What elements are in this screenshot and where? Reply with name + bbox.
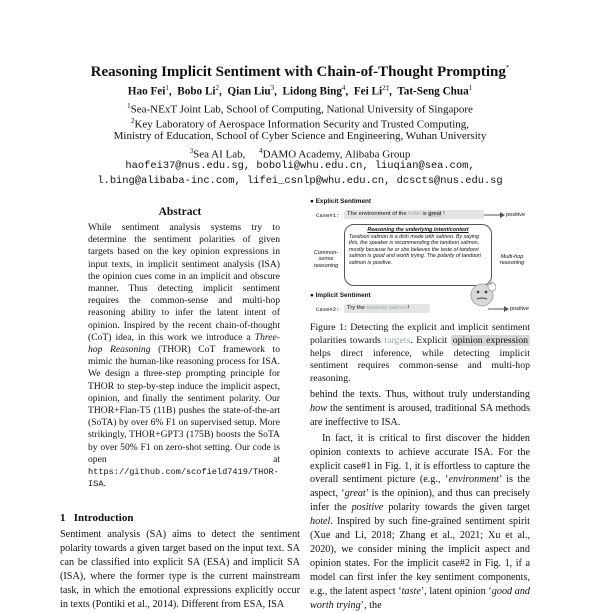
author-list: Hao Fei$^1$, Bobo Li$^2$, Qian Liu$^3$, Lidong Bing$^4$, Fei $Li^{2\ddagger}$, Tat-Seng Chua$^1$ bbox=[127, 84, 473, 98]
author: Hao Fei bbox=[127, 85, 166, 98]
paragraph bbox=[310, 388, 530, 430]
abstract-text: . bbox=[103, 478, 106, 490]
author: Tat-Seng Chua bbox=[397, 85, 469, 98]
section-heading bbox=[60, 512, 133, 524]
aff-sup: 1 bbox=[127, 102, 131, 110]
case2-arrow bbox=[486, 304, 510, 314]
commonsense-note bbox=[310, 250, 342, 269]
author: Qian Liu bbox=[227, 85, 271, 98]
caption-text: Figure 1: Detecting the explicit and implicit sentiment polarities towards bbox=[310, 322, 530, 346]
caption-opinion: opinion expression bbox=[452, 334, 528, 346]
caption-text: helps direct inference, while detecting implicit sentiment requires common-sense and multi-hop reasoning. bbox=[310, 347, 530, 385]
abstract-body bbox=[88, 222, 280, 490]
abstract-text: (THOR) CoT framework to mimic the human-like reasoning process for ISA. We design a three-step prompting principle for THOR to step-by-step induce the implicit aspect, opinion, and finally the sentiment polarity. Our THOR+Flan-T5 (11B) pushes the state-of-the-art (SoTA) by over 6% F1 on supervised setup. More strikingly, THOR+GPT3 (175B) boosts the SoTA by over 50% F1 on zero-shot setting. Our code is open at bbox=[88, 344, 280, 465]
author-sup: 3 bbox=[270, 84, 275, 92]
case1-arrow bbox=[482, 210, 506, 220]
aff-text: Sea AI Lab, bbox=[193, 148, 246, 161]
author: Fei Li bbox=[353, 85, 383, 98]
body-text: behind the texts. Thus, without truly understanding bbox=[310, 389, 530, 400]
reasoning-bubble bbox=[344, 224, 495, 287]
aff-text: Ministry of Education, School of Cyber Science and Engineering, Wuhan University bbox=[113, 130, 487, 142]
body-italic: how bbox=[310, 402, 327, 414]
aff-text: Sea-NExT Joint Lab, School of Computing, National University of Singapore bbox=[130, 103, 473, 116]
note-line: Multi-hop bbox=[500, 254, 524, 260]
code-link[interactable]: https://github.com/scofield7419/THOR-ISA bbox=[88, 467, 279, 490]
abstract-italic: Three-hop Reasoning bbox=[88, 331, 280, 356]
paragraph bbox=[310, 432, 530, 613]
aff-sup: 3 bbox=[189, 147, 194, 155]
author-sup: 1 bbox=[165, 84, 169, 92]
section-title: Introduction bbox=[73, 512, 134, 524]
abstract-text: While sentiment analysis systems try to determine the sentiment polarities of given targets based on the key opinion expressions in input texts, in implicit sentiment analysis (ISA) the opinion cues come in an implicit and obscure manner. Thus detecting implicit sentiment requires the common-sense and multi-hop reasoning ability to infer the latent intent of opinion. Inspired by the recent chain-of-thought (CoT) idea, in this work we introduce a bbox=[88, 222, 280, 343]
case1-target: hotel bbox=[408, 211, 421, 217]
case2-sentence bbox=[344, 304, 430, 313]
body-text: . Inspired by such fine-grained sentiment spirit (Xue and Li, 2018; Zhang et al., 2021; Xu et al., 2020), we consider mining the implicit aspect and opinion states. For the implicit case#2 in Fig. 1, if a model can first infer the key sentiment components, e.g., the latent aspect ‘ bbox=[310, 516, 530, 597]
section-number: 1 bbox=[60, 512, 66, 524]
note-line: sense bbox=[318, 256, 334, 263]
title-footnote-mark: * bbox=[505, 64, 510, 72]
note-line: reasoning bbox=[313, 262, 339, 269]
author-sup: 1 bbox=[468, 84, 473, 92]
abstract-heading: Abstract bbox=[158, 206, 202, 218]
figure-caption bbox=[310, 322, 530, 386]
note-line: reasoning bbox=[499, 260, 525, 267]
case2-result: positive bbox=[510, 306, 529, 312]
implicit-label-text: Implicit Sentiment bbox=[315, 292, 371, 299]
body-italic: environment bbox=[448, 474, 499, 486]
figure-1 bbox=[310, 198, 532, 318]
author: Lidong Bing bbox=[282, 85, 342, 98]
body-text: ’ is the opinion), and thus can precisely infer the bbox=[310, 488, 530, 514]
author-sup: 4 bbox=[341, 84, 346, 92]
emails-line-2: l.bing@alibaba-inc.com, lifei_csnlp@whu.edu.cn, dcscts@nus.edu.sg bbox=[97, 175, 503, 187]
case1-opinion: great bbox=[428, 211, 442, 217]
check-mark: ✓ bbox=[489, 281, 495, 287]
body-italic: great bbox=[344, 488, 366, 500]
affiliation-2-cont bbox=[0, 129, 600, 143]
case2-label: Case#2: bbox=[316, 306, 340, 313]
body-text: ’, latent opinion ‘ bbox=[420, 585, 492, 597]
body-text: ’, the bbox=[360, 599, 382, 611]
case1-text: of the bbox=[390, 211, 409, 217]
caption-targets: targets bbox=[384, 334, 411, 346]
paper-title bbox=[0, 64, 600, 81]
right-column-body bbox=[310, 388, 530, 613]
body-italic: hotel bbox=[310, 516, 331, 528]
case1-text: is bbox=[420, 211, 429, 217]
note-line: Common- bbox=[313, 250, 339, 256]
case1-label: Case#1: bbox=[316, 212, 340, 219]
body-text: polarity towards the given target bbox=[383, 502, 530, 514]
case1-text: The bbox=[347, 211, 359, 217]
case1-sentence bbox=[344, 210, 484, 219]
body-text: ’ is the aspect, ‘ bbox=[310, 474, 530, 500]
aff-text: DAMO Academy, Alibaba Group bbox=[262, 148, 411, 161]
aff-text: Key Laboratory of Aerospace Information Security and Trusted Computing, bbox=[134, 118, 470, 131]
case2-target: tandoori salmon bbox=[366, 305, 408, 311]
caption-text: . Explicit bbox=[410, 334, 451, 346]
body-text: the sentiment is aroused, traditional SA methods are ineffective to ISA. bbox=[310, 402, 530, 428]
multihop-note bbox=[494, 254, 530, 267]
bubble-text: Tandoori salmon is a dish made with salmon. By saying this, the speaker is recommending the tandoori salmon, mostly because he or she believes the taste of tandoori salmon is good and worth trying. The polarity of tandoori salmon is positive. bbox=[349, 233, 481, 266]
aff-sup: 2 bbox=[130, 117, 135, 125]
body-italic: taste bbox=[401, 585, 421, 597]
explicit-label: ● Explicit Sentiment bbox=[310, 198, 372, 205]
author: Bobo Li bbox=[177, 85, 216, 98]
body-text: In fact, it is critical to first discover the hidden opinion contexts to achieve accurate ISA. For the explicit case#1 in Fig. 1, it is effortless to capture the overall sentiment picture (e.g., ‘ bbox=[310, 432, 530, 486]
case1-text: ! bbox=[441, 211, 445, 217]
case1-result: positive bbox=[506, 212, 525, 218]
case2-text: ! bbox=[407, 305, 410, 311]
explicit-label-text: Explicit Sentiment bbox=[315, 198, 372, 205]
author-sup: 2 bbox=[215, 84, 220, 92]
bubble-title: Reasoning the underlying intent/context bbox=[367, 227, 469, 233]
body-italic: good and worth trying bbox=[310, 585, 531, 611]
case2-text: Try the bbox=[347, 305, 367, 311]
emails-line-1: haofei37@nus.edu.sg, boboli@whu.edu.cn, liuqian@sea.com, bbox=[125, 160, 475, 172]
intro-body: Sentiment analysis (SA) aims to detect the sentiment polarity towards a given target based on the input text. SA can be classified into explicit SA (ESA) and implicit SA (ISA), where the former type is the current mainstream task, in which the emotional expressions explicitly occur in texts (Pontiki et al., 2014). Different from ESA, ISA bbox=[60, 529, 300, 610]
implicit-label: ● Implicit Sentiment bbox=[310, 292, 371, 299]
body-italic: positive bbox=[351, 502, 384, 514]
case1-aspect: environment bbox=[358, 211, 391, 217]
aff-sup: 4 bbox=[259, 147, 263, 155]
author-sup: 2‡ bbox=[382, 84, 390, 92]
paper-title-text: Reasoning Implicit Sentiment with Chain-of-Thought Prompting bbox=[90, 64, 506, 80]
